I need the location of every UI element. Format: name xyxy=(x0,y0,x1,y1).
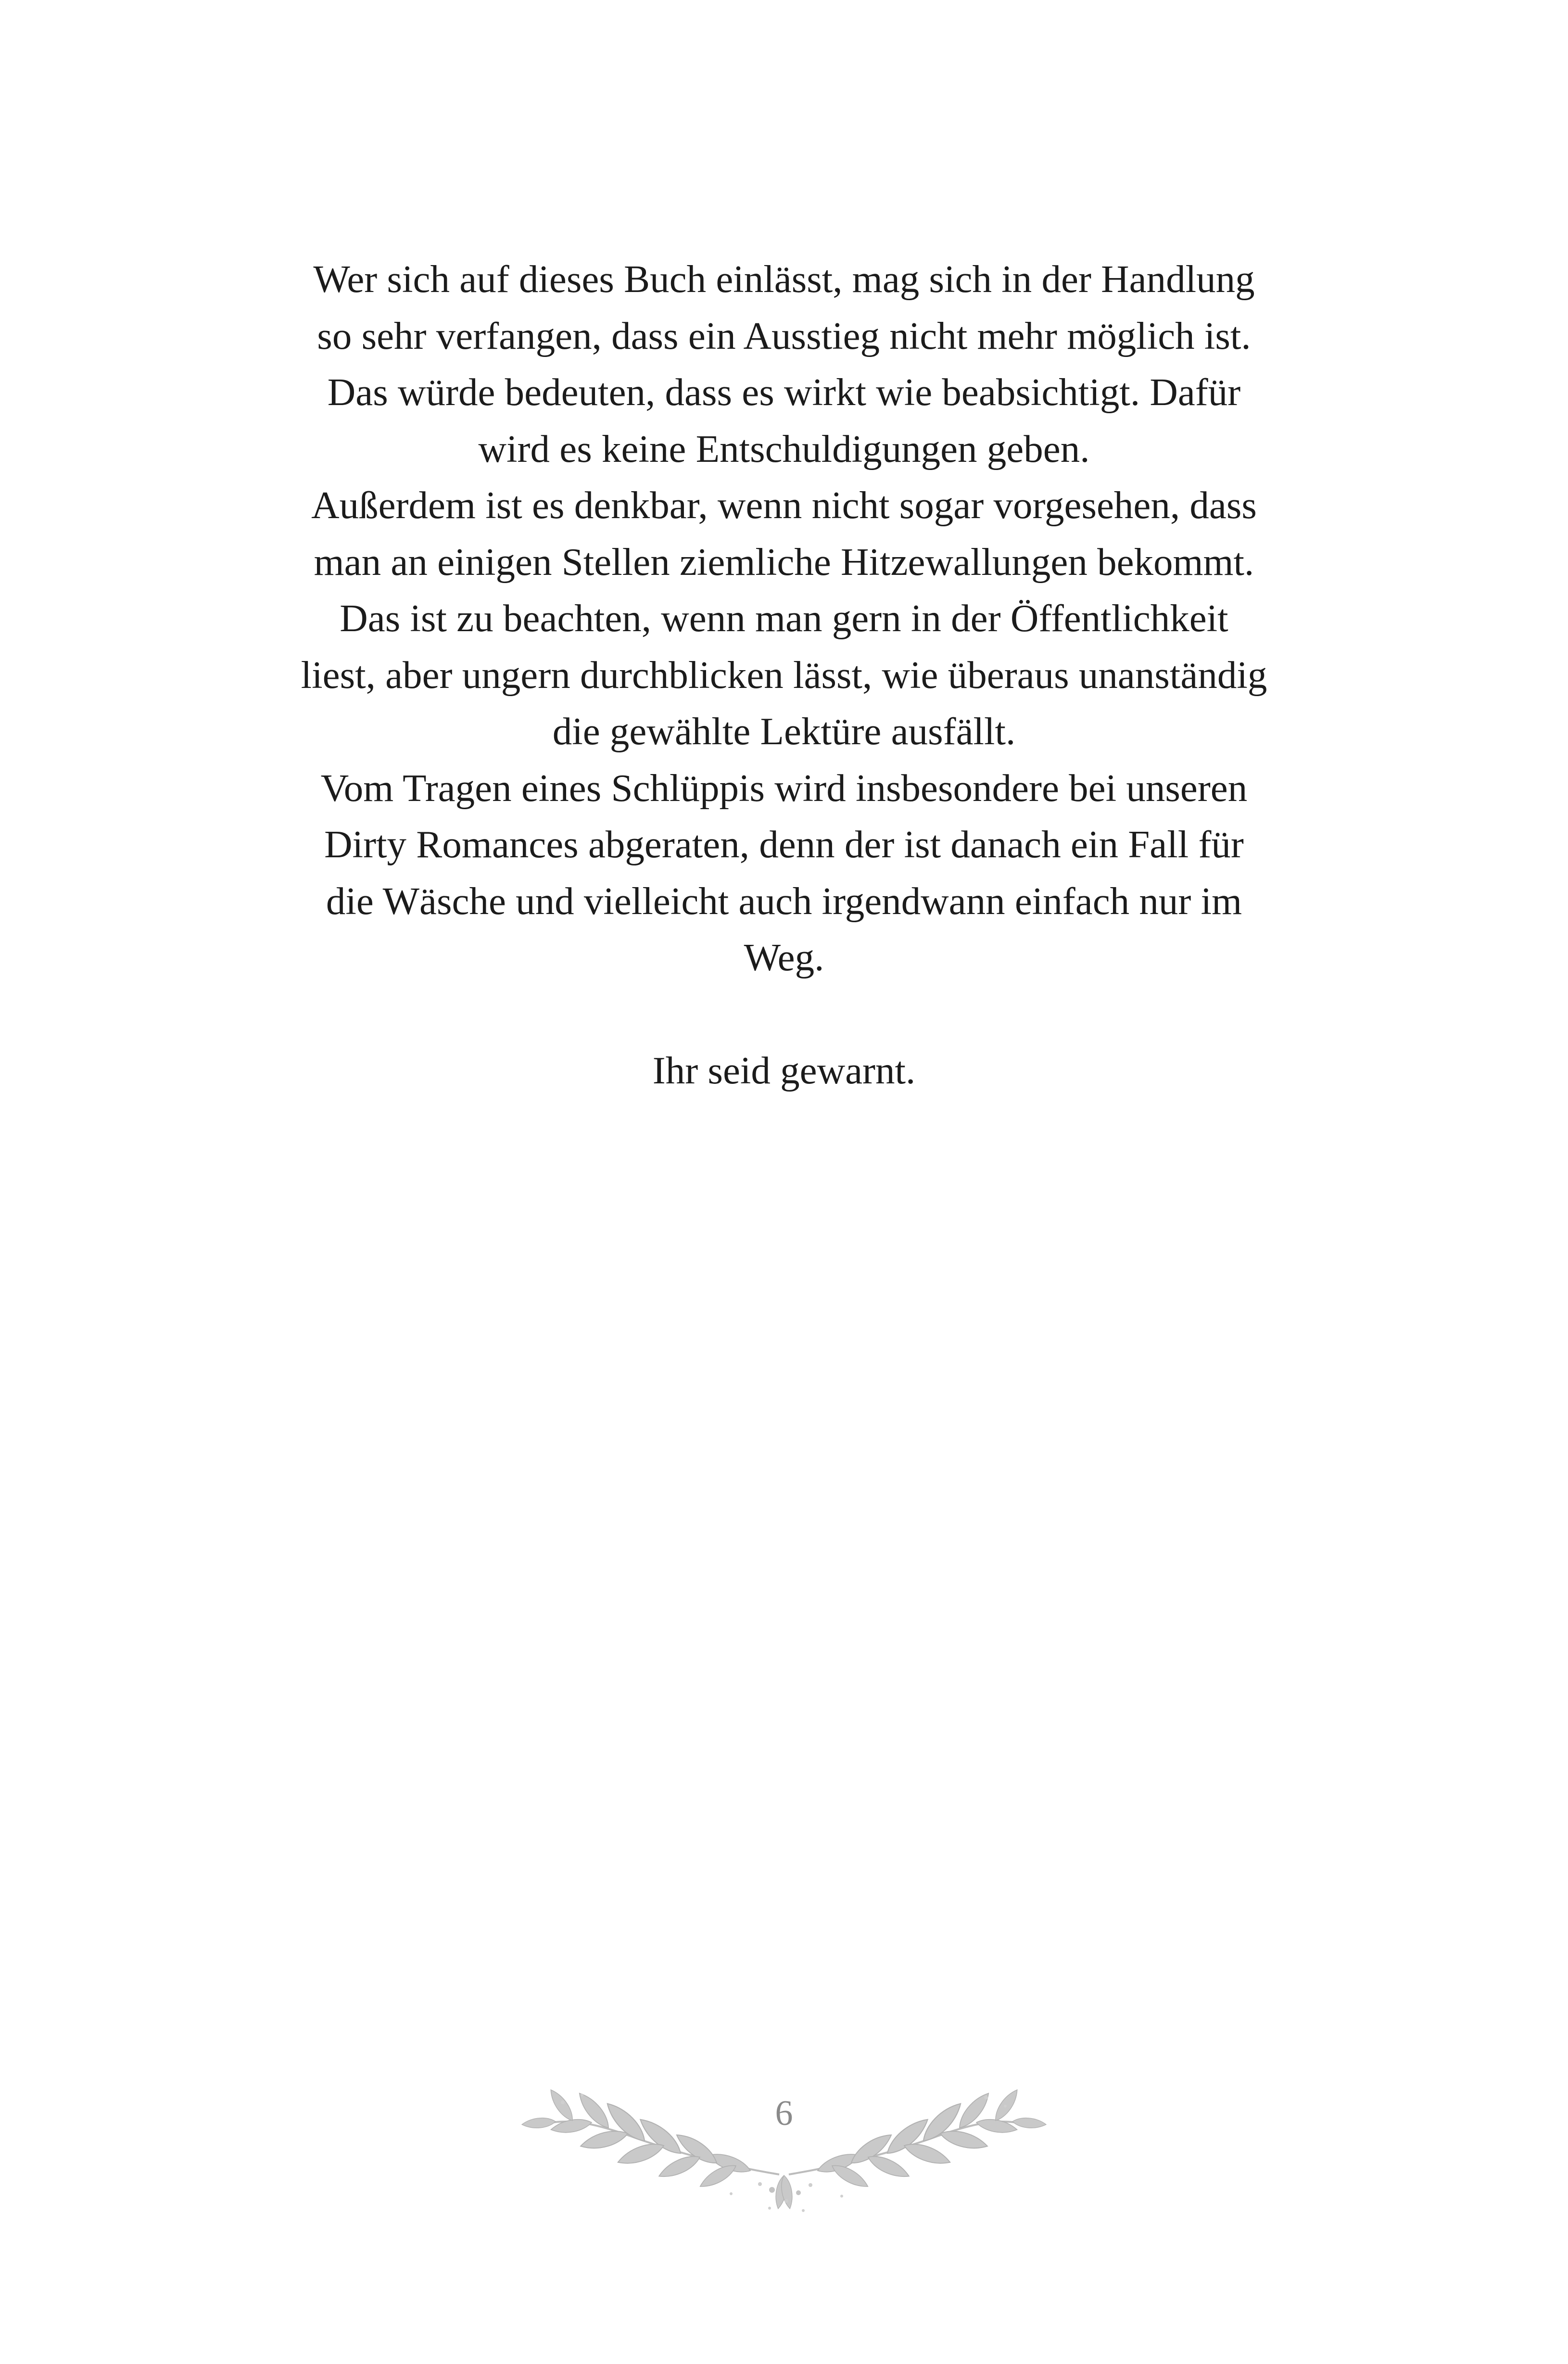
text-line: die Wäsche und vielleicht auch irgendwann einfach nur im xyxy=(326,879,1242,923)
page-number: 6 xyxy=(775,2094,793,2133)
warning-text xyxy=(250,251,1318,986)
text-line: Dirty Romances abgeraten, denn der ist danach ein Fall für xyxy=(324,823,1244,866)
text-line: so sehr verfangen, dass ein Ausstieg nicht mehr möglich ist. xyxy=(317,314,1251,357)
text-line: liest, aber ungern durchblicken lässt, wie überaus unanständig xyxy=(301,653,1267,697)
text-line: Weg. xyxy=(744,936,824,979)
text-line: man an einigen Stellen ziemliche Hitzewallungen bekommt. xyxy=(314,540,1254,584)
text-line: wird es keine Entschuldigungen geben. xyxy=(478,427,1090,470)
leaf-wreath-icon xyxy=(510,2064,1058,2223)
text-line: Außerdem ist es denkbar, wenn nicht sogar vorgesehen, dass xyxy=(311,483,1257,527)
closing-line: Ihr seid gewarnt. xyxy=(652,1049,916,1092)
text-line: Das würde bedeuten, dass es wirkt wie beabsichtigt. Dafür xyxy=(327,370,1241,414)
text-line: Vom Tragen eines Schlüppis wird insbesondere bei unseren xyxy=(320,766,1248,810)
text-line: Wer sich auf dieses Buch einlässt, mag sich in der Handlung xyxy=(313,257,1255,301)
text-line: Das ist zu beachten, wenn man gern in der Öffentlichkeit xyxy=(340,597,1228,640)
text-line: die gewählte Lektüre ausfällt. xyxy=(552,710,1016,753)
